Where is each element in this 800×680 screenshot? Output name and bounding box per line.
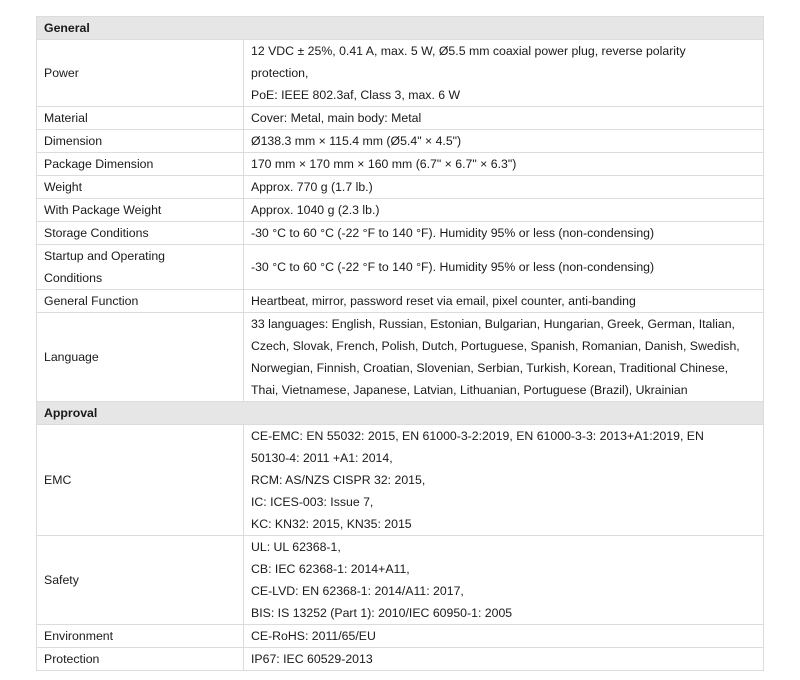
spec-value-line: 170 mm × 170 mm × 160 mm (6.7" × 6.7" × 6.3") [251, 157, 517, 171]
spec-row [37, 648, 764, 671]
spec-value-line: PoE: IEEE 802.3af, Class 3, max. 6 W [251, 88, 461, 102]
spec-label-line: Protection [44, 652, 100, 666]
spec-row [37, 313, 764, 402]
spec-value [244, 176, 764, 199]
section-title: Approval [37, 402, 764, 425]
spec-value-line: KC: KN32: 2015, KN35: 2015 [251, 517, 412, 531]
spec-value-line: -30 °C to 60 °C (-22 °F to 140 °F). Humidity 95% or less (non-condensing) [251, 260, 655, 274]
spec-value [244, 536, 764, 625]
spec-label-line: Power [44, 66, 79, 80]
spec-value [244, 130, 764, 153]
spec-value-line: Approx. 1040 g (2.3 lb.) [251, 203, 380, 217]
spec-row [37, 199, 764, 222]
spec-label-line: Weight [44, 180, 83, 194]
spec-value [244, 199, 764, 222]
spec-value-line: Czech, Slovak, French, Polish, Dutch, Portuguese, Spanish, Romanian, Danish, Swedish, [251, 339, 740, 353]
spec-row [37, 245, 764, 290]
spec-value-line: IP67: IEC 60529-2013 [251, 652, 373, 666]
spec-label [37, 425, 244, 536]
spec-row [37, 40, 764, 107]
spec-label-line: Startup and Operating [44, 249, 165, 263]
spec-label-line: Material [44, 111, 88, 125]
spec-value-line: Cover: Metal, main body: Metal [251, 111, 422, 125]
spec-value-line: UL: UL 62368-1, [251, 540, 341, 554]
spec-label-line: General Function [44, 294, 139, 308]
spec-value-line: -30 °C to 60 °C (-22 °F to 140 °F). Humidity 95% or less (non-condensing) [251, 226, 655, 240]
spec-value-line: protection, [251, 66, 309, 80]
spec-label-line: EMC [44, 473, 72, 487]
spec-label [37, 107, 244, 130]
spec-value [244, 290, 764, 313]
spec-row [37, 130, 764, 153]
spec-value-line: BIS: IS 13252 (Part 1): 2010/IEC 60950-1: 2005 [251, 606, 513, 620]
spec-value-line: Norwegian, Finnish, Croatian, Slovenian, Serbian, Turkish, Korean, Traditional Chinese, [251, 361, 729, 375]
spec-label [37, 40, 244, 107]
spec-value-line: IC: ICES-003: Issue 7, [251, 495, 374, 509]
spec-row [37, 425, 764, 536]
spec-value-line: CE-LVD: EN 62368-1: 2014/A11: 2017, [251, 584, 464, 598]
spec-value-line: 33 languages: English, Russian, Estonian, Bulgarian, Hungarian, Greek, German, Italian, [251, 317, 735, 331]
spec-label [37, 625, 244, 648]
spec-value [244, 625, 764, 648]
spec-value-line: CB: IEC 62368-1: 2014+A11, [251, 562, 410, 576]
spec-value [244, 648, 764, 671]
spec-value [244, 245, 764, 290]
spec-value [244, 425, 764, 536]
spec-label [37, 199, 244, 222]
spec-label [37, 313, 244, 402]
spec-label [37, 290, 244, 313]
spec-label [37, 130, 244, 153]
spec-row [37, 290, 764, 313]
spec-row [37, 176, 764, 199]
spec-label [37, 245, 244, 290]
spec-label-line: Safety [44, 573, 79, 587]
section-header [37, 402, 764, 425]
spec-value-line: Approx. 770 g (1.7 lb.) [251, 180, 373, 194]
spec-value-line: Ø138.3 mm × 115.4 mm (Ø5.4" × 4.5") [251, 134, 462, 148]
spec-label [37, 222, 244, 245]
spec-value-line: Thai, Vietnamese, Japanese, Latvian, Lithuanian, Portuguese (Brazil), Ukrainian [251, 383, 688, 397]
spec-value [244, 222, 764, 245]
spec-label-line: Package Dimension [44, 157, 154, 171]
spec-value [244, 153, 764, 176]
spec-value [244, 107, 764, 130]
spec-table [36, 16, 764, 671]
spec-label-line: Storage Conditions [44, 226, 149, 240]
spec-label-line: Conditions [44, 271, 103, 285]
spec-label [37, 648, 244, 671]
spec-value [244, 313, 764, 402]
spec-label-line: Dimension [44, 134, 103, 148]
spec-label-line: Environment [44, 629, 114, 643]
spec-label [37, 153, 244, 176]
spec-label [37, 176, 244, 199]
spec-row [37, 222, 764, 245]
spec-row [37, 153, 764, 176]
spec-row [37, 536, 764, 625]
spec-value-line: 50130-4: 2011 +A1: 2014, [251, 451, 393, 465]
section-header [37, 17, 764, 40]
spec-label-line: With Package Weight [44, 203, 162, 217]
spec-value-line: CE-EMC: EN 55032: 2015, EN 61000-3-2:2019, EN 61000-3-3: 2013+A1:2019, EN [251, 429, 704, 443]
spec-value-line: RCM: AS/NZS CISPR 32: 2015, [251, 473, 426, 487]
spec-label-line: Language [44, 350, 99, 364]
spec-label [37, 536, 244, 625]
spec-row [37, 107, 764, 130]
spec-value-line: Heartbeat, mirror, password reset via email, pixel counter, anti-banding [251, 294, 636, 308]
spec-value-line: CE-RoHS: 2011/65/EU [251, 629, 376, 643]
spec-value-line: 12 VDC ± 25%, 0.41 A, max. 5 W, Ø5.5 mm coaxial power plug, reverse polarity [251, 44, 686, 58]
spec-value [244, 40, 764, 107]
spec-row [37, 625, 764, 648]
section-title: General [37, 17, 764, 40]
